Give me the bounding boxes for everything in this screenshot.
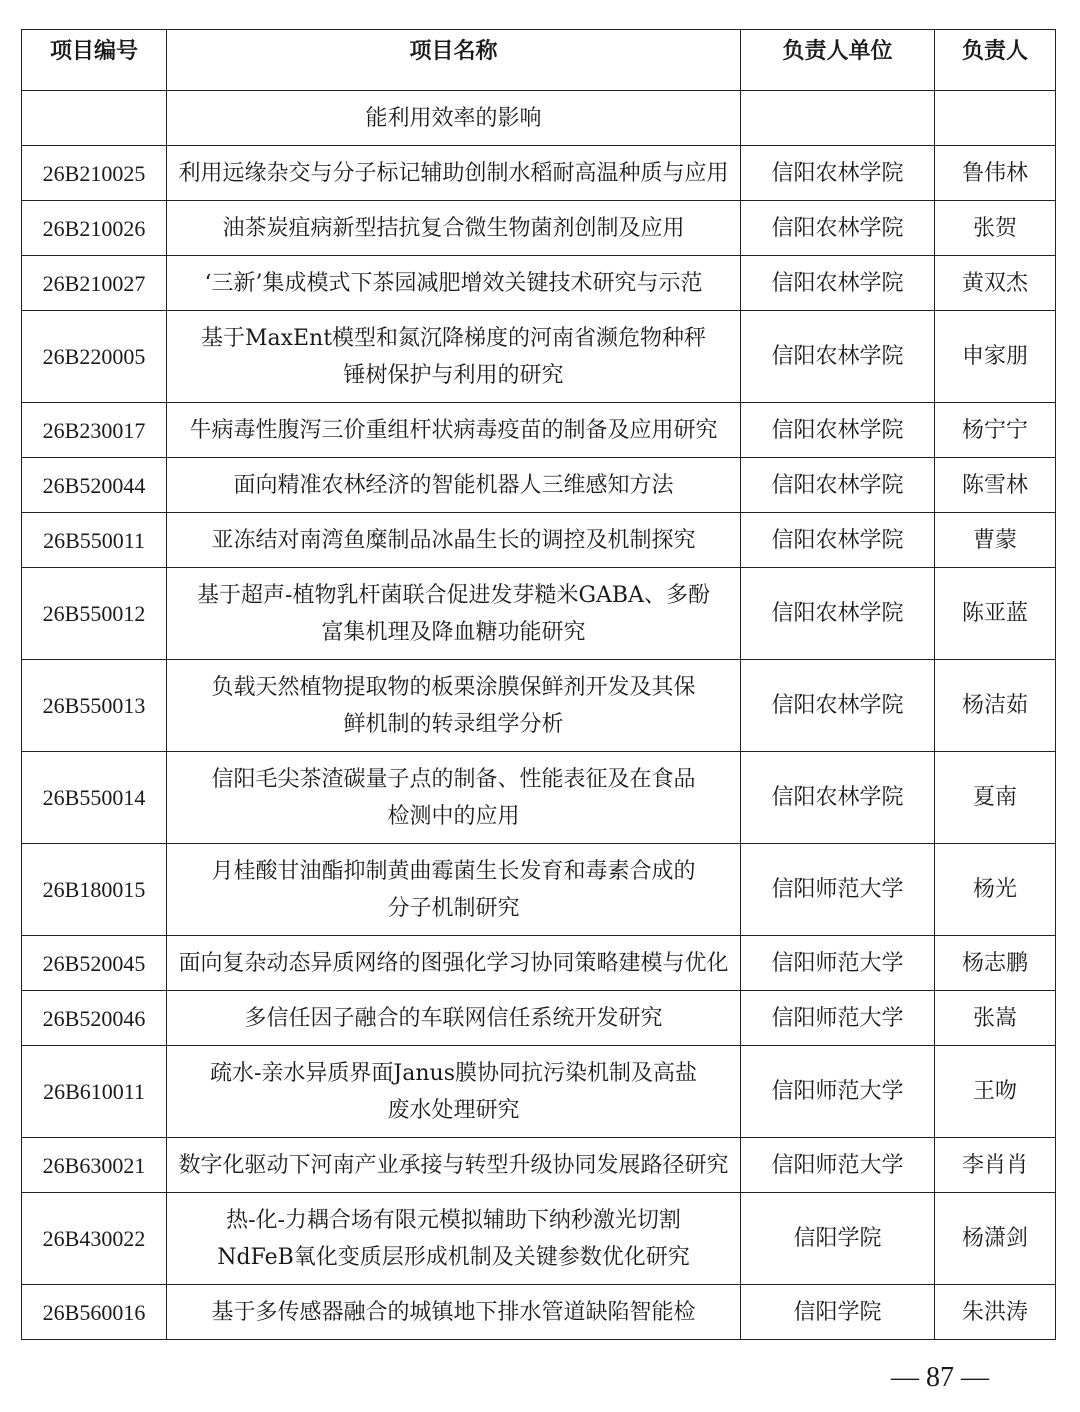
cell-leader: 张嵩 [935, 991, 1056, 1046]
cell-project-code: 26B430022 [22, 1193, 167, 1285]
project-name-line: ‘三新’集成模式下茶园减肥增效关键技术研究与示范 [204, 270, 703, 296]
cell-project-code: 26B560016 [22, 1285, 167, 1340]
cell-leader: 王吻 [935, 1046, 1056, 1138]
table-row [22, 1046, 1056, 1138]
cell-unit: 信阳农林学院 [741, 458, 935, 513]
project-name-line: 油茶炭疽病新型拮抗复合微生物菌剂创制及应用 [222, 215, 685, 241]
cell-project-code: 26B520045 [22, 936, 167, 991]
cell-unit: 信阳师范大学 [741, 1046, 935, 1138]
cell-leader: 陈雪林 [935, 458, 1056, 513]
project-name-line: 数字化驱动下河南产业承接与转型升级协同发展路径研究 [178, 1152, 729, 1178]
project-name-line: 锤树保护与利用的研究 [343, 362, 564, 388]
project-table [21, 29, 1056, 1340]
cell-project-code: 26B210027 [22, 256, 167, 311]
cell-unit: 信阳农林学院 [741, 146, 935, 201]
header-project-name: 项目名称 [167, 30, 741, 91]
cell-leader: 黄双杰 [935, 256, 1056, 311]
header-leader: 负责人 [935, 30, 1056, 91]
cell-leader: 夏南 [935, 752, 1056, 844]
project-name-line: 鲜机制的转录组学分析 [343, 711, 564, 737]
cell-unit: 信阳农林学院 [741, 513, 935, 568]
table-row [22, 146, 1056, 201]
table-row [22, 844, 1056, 936]
cell-project-code: 26B630021 [22, 1138, 167, 1193]
table-row [22, 936, 1056, 991]
cell-project-name [167, 844, 741, 936]
cell-leader: 朱洪涛 [935, 1285, 1056, 1340]
cell-leader: 杨志鹏 [935, 936, 1056, 991]
table-header-row [22, 30, 1056, 91]
cell-leader: 杨洁茹 [935, 660, 1056, 752]
cell-project-name [167, 1046, 741, 1138]
cell-unit [741, 91, 935, 146]
cell-leader: 张贺 [935, 201, 1056, 256]
cell-unit: 信阳农林学院 [741, 256, 935, 311]
cell-leader: 李肖肖 [935, 1138, 1056, 1193]
table-row [22, 1193, 1056, 1285]
project-name-line: 基于MaxEnt模型和氮沉降梯度的河南省濒危物种秤 [200, 325, 707, 351]
cell-project-code: 26B520044 [22, 458, 167, 513]
cell-leader: 杨潇剑 [935, 1193, 1056, 1285]
cell-project-code [22, 91, 167, 146]
project-name-line: 面向精准农林经济的智能机器人三维感知方法 [233, 472, 674, 498]
cell-unit: 信阳农林学院 [741, 403, 935, 458]
cell-project-name [167, 311, 741, 403]
cell-project-code: 26B220005 [22, 311, 167, 403]
cell-project-name [167, 513, 741, 568]
project-name-line: 检测中的应用 [387, 803, 520, 829]
table-row [22, 660, 1056, 752]
project-name-line: 亚冻结对南湾鱼糜制品冰晶生长的调控及机制探究 [211, 527, 696, 553]
table-row [22, 1138, 1056, 1193]
cell-leader: 陈亚蓝 [935, 568, 1056, 660]
header-project-code: 项目编号 [22, 30, 167, 91]
cell-project-name [167, 146, 741, 201]
cell-project-name [167, 403, 741, 458]
project-name-line: 多信任因子融合的车联网信任系统开发研究 [244, 1005, 663, 1031]
cell-project-code: 26B550012 [22, 568, 167, 660]
cell-project-name [167, 1285, 741, 1340]
cell-project-name [167, 936, 741, 991]
table-row [22, 256, 1056, 311]
project-name-line: 信阳毛尖茶渣碳量子点的制备、性能表征及在食品 [211, 766, 696, 792]
cell-leader [935, 91, 1056, 146]
cell-project-name [167, 660, 741, 752]
cell-unit: 信阳师范大学 [741, 1138, 935, 1193]
cell-unit: 信阳农林学院 [741, 752, 935, 844]
project-name-line: 负载天然植物提取物的板栗涂膜保鲜剂开发及其保 [211, 674, 696, 700]
table-row [22, 1285, 1056, 1340]
table-row [22, 403, 1056, 458]
project-name-line: 利用远缘杂交与分子标记辅助创制水稻耐高温种质与应用 [178, 160, 729, 186]
table-row [22, 568, 1056, 660]
cell-unit: 信阳农林学院 [741, 201, 935, 256]
cell-project-name [167, 568, 741, 660]
cell-project-code: 26B550014 [22, 752, 167, 844]
cell-leader: 申家朋 [935, 311, 1056, 403]
cell-project-name [167, 201, 741, 256]
project-name-line: 牛病毒性腹泻三价重组杆状病毒疫苗的制备及应用研究 [189, 417, 718, 443]
cell-project-code: 26B550011 [22, 513, 167, 568]
cell-project-name [167, 991, 741, 1046]
project-name-line: 热-化-力耦合场有限元模拟辅助下纳秒激光切割 [226, 1207, 681, 1233]
cell-project-code: 26B550013 [22, 660, 167, 752]
cell-project-code: 26B520046 [22, 991, 167, 1046]
cell-project-code: 26B210026 [22, 201, 167, 256]
table-row [22, 991, 1056, 1046]
project-name-line: 基于超声-植物乳杆菌联合促进发芽糙米GABA、多酚 [197, 582, 710, 608]
cell-leader: 杨宁宁 [935, 403, 1056, 458]
cell-project-code: 26B180015 [22, 844, 167, 936]
cell-project-name [167, 256, 741, 311]
project-name-line: 富集机理及降血糖功能研究 [321, 619, 586, 645]
project-name-line: NdFeB氧化变质层形成机制及关键参数优化研究 [217, 1244, 690, 1270]
table-row [22, 201, 1056, 256]
cell-unit: 信阳农林学院 [741, 311, 935, 403]
cell-project-code: 26B610011 [22, 1046, 167, 1138]
project-name-line: 疏水-亲水异质界面Janus膜协同抗污染机制及高盐 [210, 1060, 697, 1086]
cell-project-name [167, 458, 741, 513]
cell-project-name [167, 1193, 741, 1285]
table-row [22, 91, 1056, 146]
table-row [22, 458, 1056, 513]
table-row [22, 752, 1056, 844]
table-row [22, 311, 1056, 403]
cell-project-code: 26B210025 [22, 146, 167, 201]
cell-unit: 信阳农林学院 [741, 660, 935, 752]
header-unit: 负责人单位 [741, 30, 935, 91]
cell-unit: 信阳师范大学 [741, 991, 935, 1046]
project-name-line: 废水处理研究 [387, 1097, 520, 1123]
cell-unit: 信阳师范大学 [741, 936, 935, 991]
table-body [22, 91, 1056, 1340]
project-name-line: 面向复杂动态异质网络的图强化学习协同策略建模与优化 [178, 950, 729, 976]
cell-leader: 鲁伟林 [935, 146, 1056, 201]
cell-leader: 杨光 [935, 844, 1056, 936]
page-number: — 87 — [891, 1362, 989, 1393]
project-name-line: 基于多传感器融合的城镇地下排水管道缺陷智能检 [211, 1299, 696, 1325]
cell-project-name [167, 1138, 741, 1193]
table-row [22, 513, 1056, 568]
cell-unit: 信阳学院 [741, 1285, 935, 1340]
cell-unit: 信阳师范大学 [741, 844, 935, 936]
cell-unit: 信阳学院 [741, 1193, 935, 1285]
project-name-line: 月桂酸甘油酯抑制黄曲霉菌生长发育和毒素合成的 [211, 858, 696, 884]
cell-project-name [167, 752, 741, 844]
project-name-line: 能利用效率的影响 [365, 105, 542, 131]
cell-project-name [167, 91, 741, 146]
cell-unit: 信阳农林学院 [741, 568, 935, 660]
cell-project-code: 26B230017 [22, 403, 167, 458]
project-name-line: 分子机制研究 [387, 895, 520, 921]
cell-leader: 曹蒙 [935, 513, 1056, 568]
